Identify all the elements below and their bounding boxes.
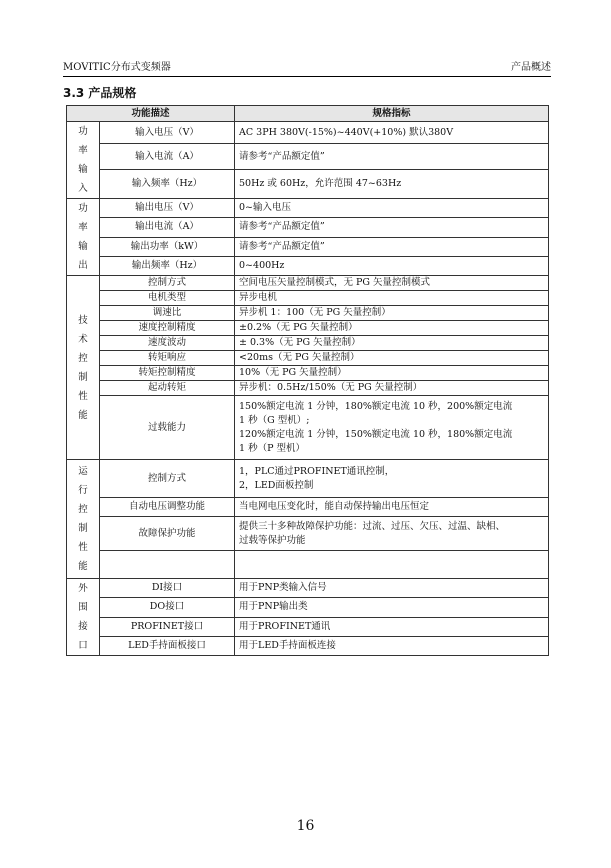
- spec-value-cell: [235, 381, 549, 396]
- table-row: [67, 170, 549, 199]
- function-name-cell: 输出功率（kW）: [100, 237, 235, 256]
- category-char: 接: [78, 621, 88, 632]
- function-name-cell: 调速比: [100, 306, 235, 321]
- table-row: [67, 256, 549, 275]
- spec-value-line: 50Hz 或 60Hz，允许范围 47~63Hz: [239, 178, 402, 190]
- category-char: 运: [78, 466, 88, 477]
- table-header-row: [67, 106, 549, 122]
- spec-value-line: 1 秒（P 型机）: [239, 442, 305, 454]
- document-header-title: MOVITIC分布式变频器: [63, 62, 171, 73]
- function-name-cell: 自动电压调整功能: [100, 498, 235, 517]
- spec-value-cell: [235, 598, 549, 617]
- category-cell: [67, 579, 100, 656]
- category-char: 率: [78, 222, 88, 233]
- spec-value-cell: [235, 636, 549, 655]
- function-name-cell: 输入电流（A）: [100, 144, 235, 170]
- function-name-cell: 转矩控制精度: [100, 366, 235, 381]
- spec-value-cell: [235, 579, 549, 598]
- product-spec-table: [66, 105, 549, 656]
- category-char: 行: [78, 485, 88, 496]
- table-row: [67, 579, 549, 598]
- table-row: [67, 517, 549, 551]
- category-char: 术: [78, 333, 88, 345]
- category-char: 制: [78, 523, 88, 534]
- spec-value-cell: [235, 351, 549, 366]
- function-name-cell: 输出电流（A）: [100, 218, 235, 237]
- spec-value-line: 提供三十多种故障保护功能：过流、过压、欠压、过温、缺相、: [239, 520, 506, 532]
- category-cell: [67, 276, 100, 460]
- spec-value-cell: [235, 256, 549, 275]
- spec-value-cell: [235, 336, 549, 351]
- spec-value-line: 请参考“产品额定值”: [239, 221, 325, 233]
- function-name-cell: [100, 551, 235, 579]
- function-name-cell: 控制方式: [100, 276, 235, 291]
- table-row: [67, 199, 549, 218]
- spec-value-cell: [235, 366, 549, 381]
- table-row: [67, 598, 549, 617]
- spec-value-cell: [235, 218, 549, 237]
- table-row: [67, 218, 549, 237]
- category-char: 功: [78, 126, 88, 137]
- function-name-cell: DI接口: [100, 579, 235, 598]
- category-char: 能: [78, 561, 88, 572]
- table-row: [67, 122, 549, 144]
- table-row: [67, 636, 549, 655]
- spec-value-line: 异步电机: [239, 292, 278, 303]
- category-char: 率: [78, 145, 88, 156]
- header-divider: [63, 76, 551, 77]
- table-row: [67, 617, 549, 636]
- spec-value-line: 异步机：0.5Hz/150%（无 PG 矢量控制）: [239, 382, 423, 393]
- spec-value-line: 2，LED面板控制: [239, 479, 314, 491]
- function-name-cell: 输出频率（Hz）: [100, 256, 235, 275]
- spec-value-line: 120%额定电流 1 分钟，150%额定电流 10 秒，180%额定电流: [239, 428, 513, 440]
- table-row: [67, 551, 549, 579]
- spec-value-cell: [235, 144, 549, 170]
- spec-value-line: 空间电压矢量控制模式，无 PG 矢量控制模式: [239, 277, 431, 288]
- function-name-cell: 故障保护功能: [100, 517, 235, 551]
- category-char: 能: [78, 409, 88, 421]
- table-row: [67, 237, 549, 256]
- spec-value-cell: [235, 170, 549, 199]
- page-number: 16: [296, 818, 315, 834]
- spec-value-cell: [235, 617, 549, 636]
- spec-value-line: 请参考“产品额定值”: [239, 150, 325, 162]
- category-char: 制: [78, 371, 88, 383]
- function-name-cell: LED手持面板接口: [100, 636, 235, 655]
- spec-value-cell: [235, 517, 549, 551]
- spec-value-line: 1 秒（G 型机）;: [239, 414, 310, 426]
- table-row: [67, 396, 549, 460]
- spec-value-line: AC 3PH 380V(-15%)~440V(+10%) 默认380V: [239, 126, 454, 138]
- spec-value-line: 10%（无 PG 矢量控制）: [239, 367, 347, 378]
- category-char: 输: [78, 164, 88, 175]
- spec-value-cell: [235, 306, 549, 321]
- function-name-cell: 起动转矩: [100, 381, 235, 396]
- spec-value-cell: [235, 276, 549, 291]
- category-char: 外: [78, 583, 88, 594]
- table-row: [67, 144, 549, 170]
- spec-value-cell: [235, 291, 549, 306]
- table-row: [67, 336, 549, 351]
- table-row: [67, 366, 549, 381]
- function-name-cell: 输入电压（V）: [100, 122, 235, 144]
- spec-value-line: 异步机 1：100（无 PG 矢量控制）: [239, 307, 391, 318]
- spec-value-line: ± 0.3%（无 PG 矢量控制）: [239, 337, 361, 348]
- column-header-function: 功能描述: [67, 106, 235, 122]
- table-row: [67, 291, 549, 306]
- spec-value-line: 150%额定电流 1 分钟，180%额定电流 10 秒，200%额定电流: [239, 400, 513, 412]
- spec-value-cell: [235, 498, 549, 517]
- category-char: 性: [78, 390, 88, 402]
- spec-value-line: <20ms（无 PG 矢量控制）: [239, 352, 360, 363]
- spec-value-cell: [235, 199, 549, 218]
- category-char: 功: [78, 203, 88, 214]
- spec-value-cell: [235, 396, 549, 460]
- table-row: [67, 498, 549, 517]
- function-name-cell: PROFINET接口: [100, 617, 235, 636]
- section-title: 3.3 产品规格: [63, 86, 137, 100]
- category-char: 出: [78, 260, 88, 271]
- function-name-cell: 控制方式: [100, 460, 235, 498]
- spec-value-line: 1，PLC通过PROFINET通讯控制，: [239, 465, 395, 477]
- category-char: 控: [78, 352, 88, 364]
- category-char: 控: [78, 504, 88, 515]
- document-header-section: 产品概述: [511, 62, 551, 73]
- spec-value-line: 用于PROFINET通讯: [239, 620, 331, 632]
- table-row: [67, 460, 549, 498]
- category-cell: [67, 199, 100, 276]
- table-row: [67, 321, 549, 336]
- function-name-cell: 过载能力: [100, 396, 235, 460]
- function-name-cell: 电机类型: [100, 291, 235, 306]
- table-row: [67, 351, 549, 366]
- spec-value-line: 0~输入电压: [239, 202, 292, 214]
- spec-value-line: 用于PNP输出类: [239, 601, 308, 613]
- category-char: 口: [78, 640, 88, 651]
- category-cell: [67, 122, 100, 199]
- spec-value-line: 过载等保护功能: [239, 534, 306, 546]
- category-char: 围: [78, 602, 88, 613]
- function-name-cell: 输入频率（Hz）: [100, 170, 235, 199]
- spec-value-cell: [235, 122, 549, 144]
- column-header-spec: 规格指标: [235, 106, 549, 122]
- table-row: [67, 276, 549, 291]
- function-name-cell: DO接口: [100, 598, 235, 617]
- function-name-cell: 转矩响应: [100, 351, 235, 366]
- spec-value-line: 请参考“产品额定值”: [239, 240, 325, 252]
- spec-value-line: 当电网电压变化时，能自动保持输出电压恒定: [239, 501, 430, 512]
- function-name-cell: 速度波动: [100, 336, 235, 351]
- function-name-cell: 速度控制精度: [100, 321, 235, 336]
- spec-value-line: 用于LED手持面板连接: [239, 639, 336, 651]
- category-char: 技: [78, 314, 88, 326]
- spec-value-line: ±0.2%（无 PG 矢量控制）: [239, 322, 358, 333]
- category-char: 入: [78, 183, 88, 194]
- category-char: 性: [78, 542, 88, 553]
- spec-value-cell: [235, 321, 549, 336]
- category-cell: [67, 460, 100, 579]
- spec-value-cell: [235, 551, 549, 579]
- spec-value-cell: [235, 237, 549, 256]
- spec-value-line: 用于PNP类输入信号: [239, 582, 327, 594]
- function-name-cell: 输出电压（V）: [100, 199, 235, 218]
- spec-value-line: 0~400Hz: [239, 259, 285, 271]
- table-row: [67, 306, 549, 321]
- category-char: 输: [78, 241, 88, 252]
- spec-value-cell: [235, 460, 549, 498]
- table-body: [67, 122, 549, 656]
- table-row: [67, 381, 549, 396]
